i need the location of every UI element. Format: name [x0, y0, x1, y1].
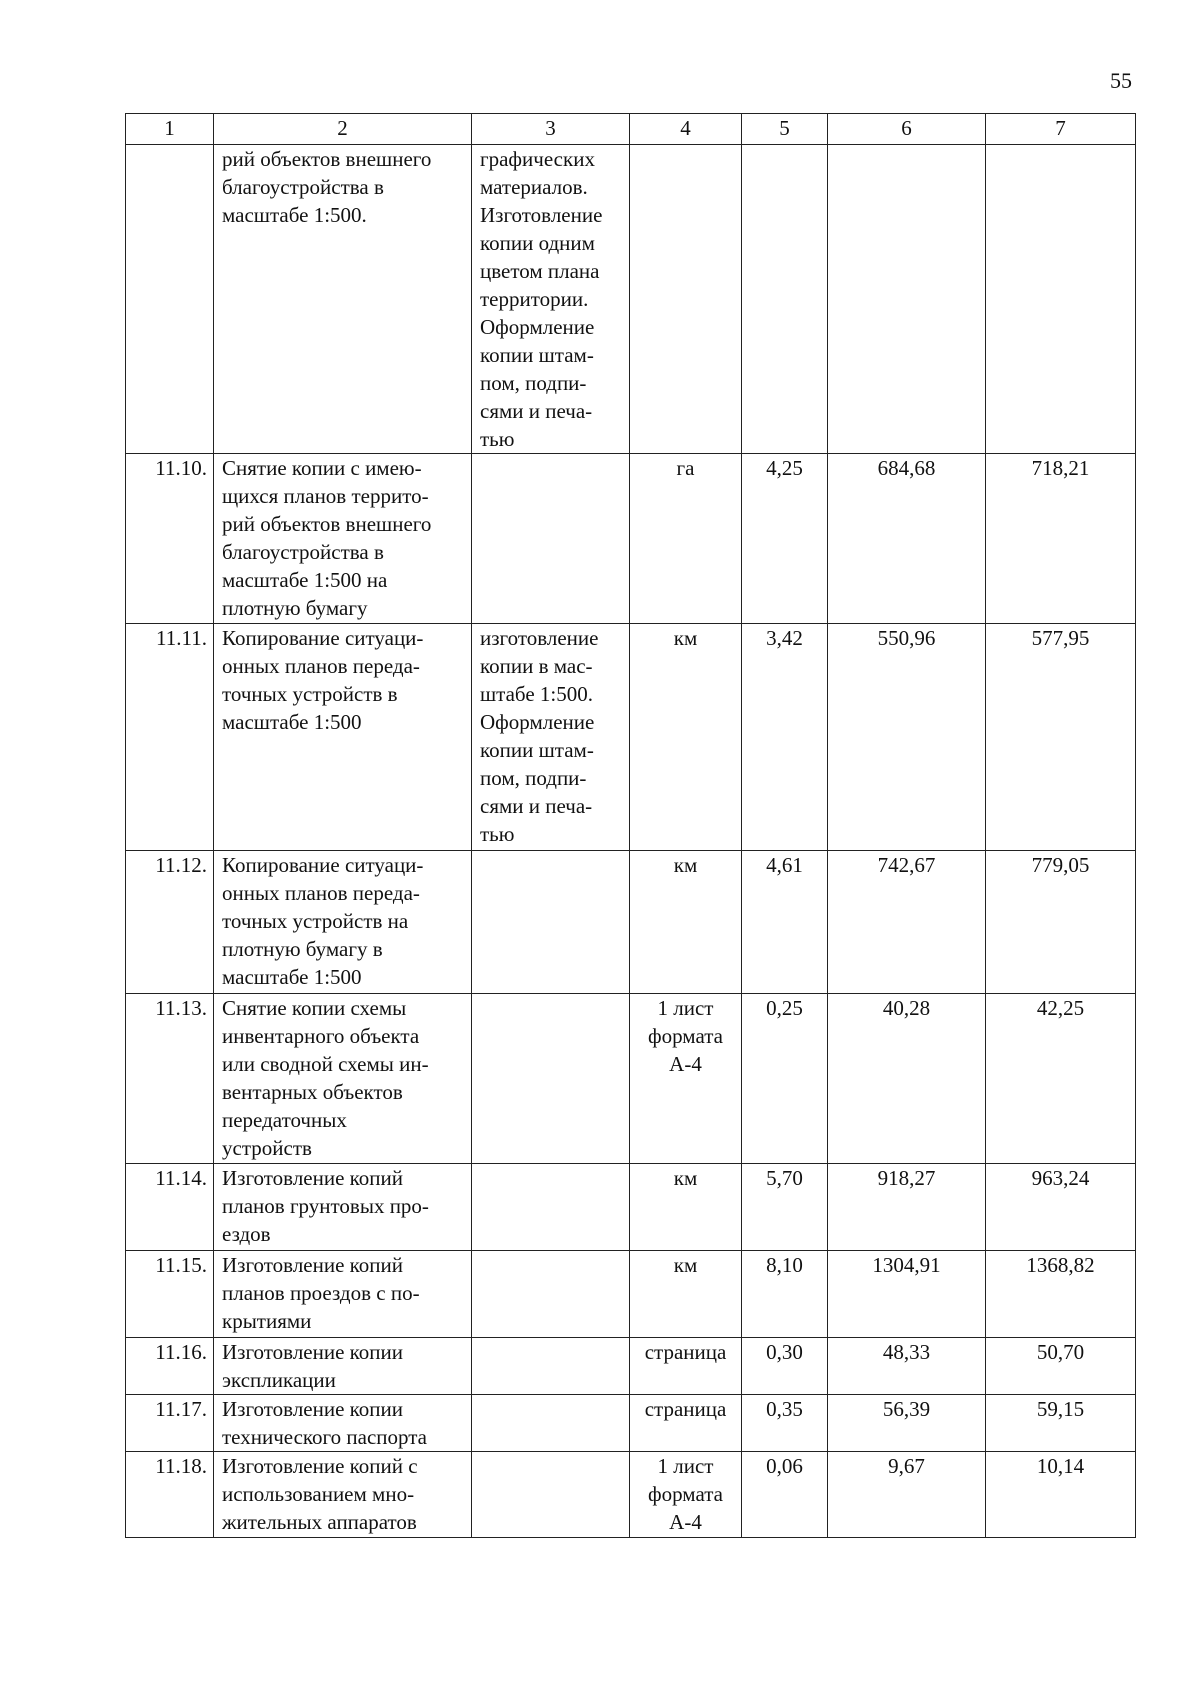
row-number: 11.16. [155, 1340, 207, 1364]
coefficient: 5,70 [766, 1166, 803, 1190]
header-row [126, 114, 1136, 145]
price-vat-cell [986, 1452, 1136, 1538]
price-cell [828, 1338, 986, 1395]
unit-cell [630, 1395, 742, 1452]
price-vat-cell [986, 1395, 1136, 1452]
coefficient: 0,25 [766, 996, 803, 1020]
coefficient: 3,42 [766, 626, 803, 650]
price-vat-cell [986, 624, 1136, 851]
service-name: Копирование ситуаци- онных планов переда- точных устройств на плотную бумагу в масштабе 1:500 [222, 853, 424, 989]
service-name: Изготовление копий с использованием мно- жительных аппаратов [222, 1454, 418, 1534]
unit-cell [630, 1164, 742, 1251]
price-cell [828, 994, 986, 1164]
coefficient-cell [742, 994, 828, 1164]
table-body [126, 145, 1136, 1538]
unit-cell [630, 1251, 742, 1338]
row-number-cell [126, 1338, 214, 1395]
table-row [126, 1338, 1136, 1395]
work-content: графических материалов. Изготовление копии одним цветом плана территории. Оформление копии штам- пом, подпи- сями и печа- тью [480, 147, 603, 451]
service-name: Снятие копии с имею- щихся планов террито- рий объектов внешнего благоустройства в масштабе 1:500 на плотную бумагу [222, 456, 432, 620]
unit-cell [630, 851, 742, 994]
coefficient: 0,35 [766, 1397, 803, 1421]
service-name: рий объектов внешнего благоустройства в масштабе 1:500. [222, 147, 432, 227]
work-content-cell [472, 1395, 630, 1452]
table-row [126, 624, 1136, 851]
row-number-cell [126, 454, 214, 624]
coefficient: 0,06 [766, 1454, 803, 1478]
service-name: Изготовление копий планов проездов с по- крытиями [222, 1253, 420, 1333]
price-cell [828, 1395, 986, 1452]
price-vat-cell [986, 454, 1136, 624]
unit: км [673, 853, 698, 877]
coefficient-cell [742, 1164, 828, 1251]
price-cell [828, 851, 986, 994]
service-name-cell [214, 1164, 472, 1251]
price: 9,67 [888, 1454, 925, 1478]
price-vat-cell [986, 851, 1136, 994]
price-cell [828, 1251, 986, 1338]
coefficient-cell [742, 624, 828, 851]
table-row [126, 994, 1136, 1164]
service-name-cell [214, 994, 472, 1164]
header-cell: 1 [126, 114, 214, 145]
work-content-cell [472, 851, 630, 994]
header-cell: 5 [742, 114, 828, 145]
price-cell [828, 624, 986, 851]
header-cell: 2 [214, 114, 472, 145]
coefficient: 8,10 [766, 1253, 803, 1277]
coefficient-cell [742, 1251, 828, 1338]
service-name-cell [214, 454, 472, 624]
table-row [126, 851, 1136, 994]
header-cell: 3 [472, 114, 630, 145]
header-cell: 4 [630, 114, 742, 145]
unit-cell [630, 454, 742, 624]
work-content-cell [472, 145, 630, 454]
coefficient-cell [742, 1395, 828, 1452]
work-content-cell [472, 454, 630, 624]
row-number: 11.10. [155, 456, 207, 480]
price-table [125, 113, 1136, 1538]
price-vat-cell [986, 1338, 1136, 1395]
coefficient: 4,61 [766, 853, 803, 877]
price-vat-cell [986, 145, 1136, 454]
coefficient-cell [742, 1338, 828, 1395]
work-content-cell [472, 1164, 630, 1251]
service-name-cell [214, 624, 472, 851]
row-number: 11.15. [155, 1253, 207, 1277]
coefficient-cell [742, 851, 828, 994]
unit: страница [644, 1397, 727, 1421]
table-row [126, 454, 1136, 624]
price-vat: 42,25 [1036, 996, 1085, 1020]
row-number-cell [126, 1452, 214, 1538]
price-cell [828, 454, 986, 624]
unit-cell [630, 145, 742, 454]
price: 918,27 [877, 1166, 936, 1190]
price: 40,28 [882, 996, 931, 1020]
price-vat: 963,24 [1031, 1166, 1090, 1190]
service-name-cell [214, 1251, 472, 1338]
price-vat-cell [986, 1251, 1136, 1338]
unit-cell [630, 994, 742, 1164]
service-name-cell [214, 1452, 472, 1538]
row-number: 11.18. [155, 1454, 207, 1478]
row-number-cell [126, 1395, 214, 1452]
row-number: 11.12. [155, 853, 207, 877]
coefficient-cell [742, 454, 828, 624]
unit: км [673, 1166, 698, 1190]
unit-cell [630, 1452, 742, 1538]
row-number: 11.11. [156, 626, 207, 650]
service-name: Изготовление копий планов грунтовых про- ездов [222, 1166, 429, 1246]
header-cell: 7 [986, 114, 1136, 145]
price-cell [828, 1452, 986, 1538]
service-name: Снятие копии схемы инвентарного объекта или сводной схемы ин- вентарных объектов передаточных устройств [222, 996, 429, 1160]
unit: га [676, 456, 695, 480]
row-number-cell [126, 1164, 214, 1251]
price: 56,39 [882, 1397, 931, 1421]
row-number-cell [126, 851, 214, 994]
unit: 1 лист формата А-4 [648, 996, 723, 1076]
row-number: 11.13. [155, 996, 207, 1020]
row-number: 11.17. [155, 1397, 207, 1421]
work-content-cell [472, 624, 630, 851]
price-vat: 10,14 [1036, 1454, 1085, 1478]
price-vat: 779,05 [1031, 853, 1090, 877]
unit-cell [630, 1338, 742, 1395]
table-row [126, 1395, 1136, 1452]
unit: 1 лист формата А-4 [648, 1454, 723, 1534]
work-content: изготовление копии в мас- штабе 1:500. Оформление копии штам- пом, подпи- сями и печа- тью [480, 626, 599, 846]
coefficient-cell [742, 145, 828, 454]
unit: км [673, 1253, 698, 1277]
table-row [126, 1452, 1136, 1538]
service-name: Изготовление копии технического паспорта [222, 1397, 427, 1449]
row-number: 11.14. [155, 1166, 207, 1190]
price-vat: 50,70 [1036, 1340, 1085, 1364]
unit: страница [644, 1340, 727, 1364]
price-vat: 718,21 [1031, 456, 1090, 480]
price: 742,67 [877, 853, 936, 877]
price: 48,33 [882, 1340, 931, 1364]
table-row [126, 1251, 1136, 1338]
header-cell: 6 [828, 114, 986, 145]
work-content-cell [472, 1452, 630, 1538]
coefficient: 0,30 [766, 1340, 803, 1364]
row-number-cell [126, 1251, 214, 1338]
table-row [126, 1164, 1136, 1251]
work-content-cell [472, 994, 630, 1164]
price: 550,96 [877, 626, 936, 650]
service-name-cell [214, 145, 472, 454]
price-vat-cell [986, 1164, 1136, 1251]
coefficient-cell [742, 1452, 828, 1538]
price-vat-cell [986, 994, 1136, 1164]
price-vat: 1368,82 [1026, 1253, 1095, 1277]
price-cell [828, 145, 986, 454]
unit-cell [630, 624, 742, 851]
row-number-cell [126, 624, 214, 851]
row-number-cell [126, 994, 214, 1164]
service-name-cell [214, 1338, 472, 1395]
work-content-cell [472, 1338, 630, 1395]
price-cell [828, 1164, 986, 1251]
unit: км [673, 626, 698, 650]
coefficient: 4,25 [766, 456, 803, 480]
service-name: Копирование ситуаци- онных планов переда- точных устройств в масштабе 1:500 [222, 626, 424, 734]
service-name: Изготовление копии экспликации [222, 1340, 404, 1392]
price: 1304,91 [872, 1253, 941, 1277]
table-row [126, 145, 1136, 454]
price-vat: 59,15 [1036, 1397, 1085, 1421]
page-number: 55 [1110, 68, 1132, 93]
row-number-cell [126, 145, 214, 454]
price-vat: 577,95 [1031, 626, 1090, 650]
service-name-cell [214, 851, 472, 994]
work-content-cell [472, 1251, 630, 1338]
service-name-cell [214, 1395, 472, 1452]
price: 684,68 [877, 456, 936, 480]
